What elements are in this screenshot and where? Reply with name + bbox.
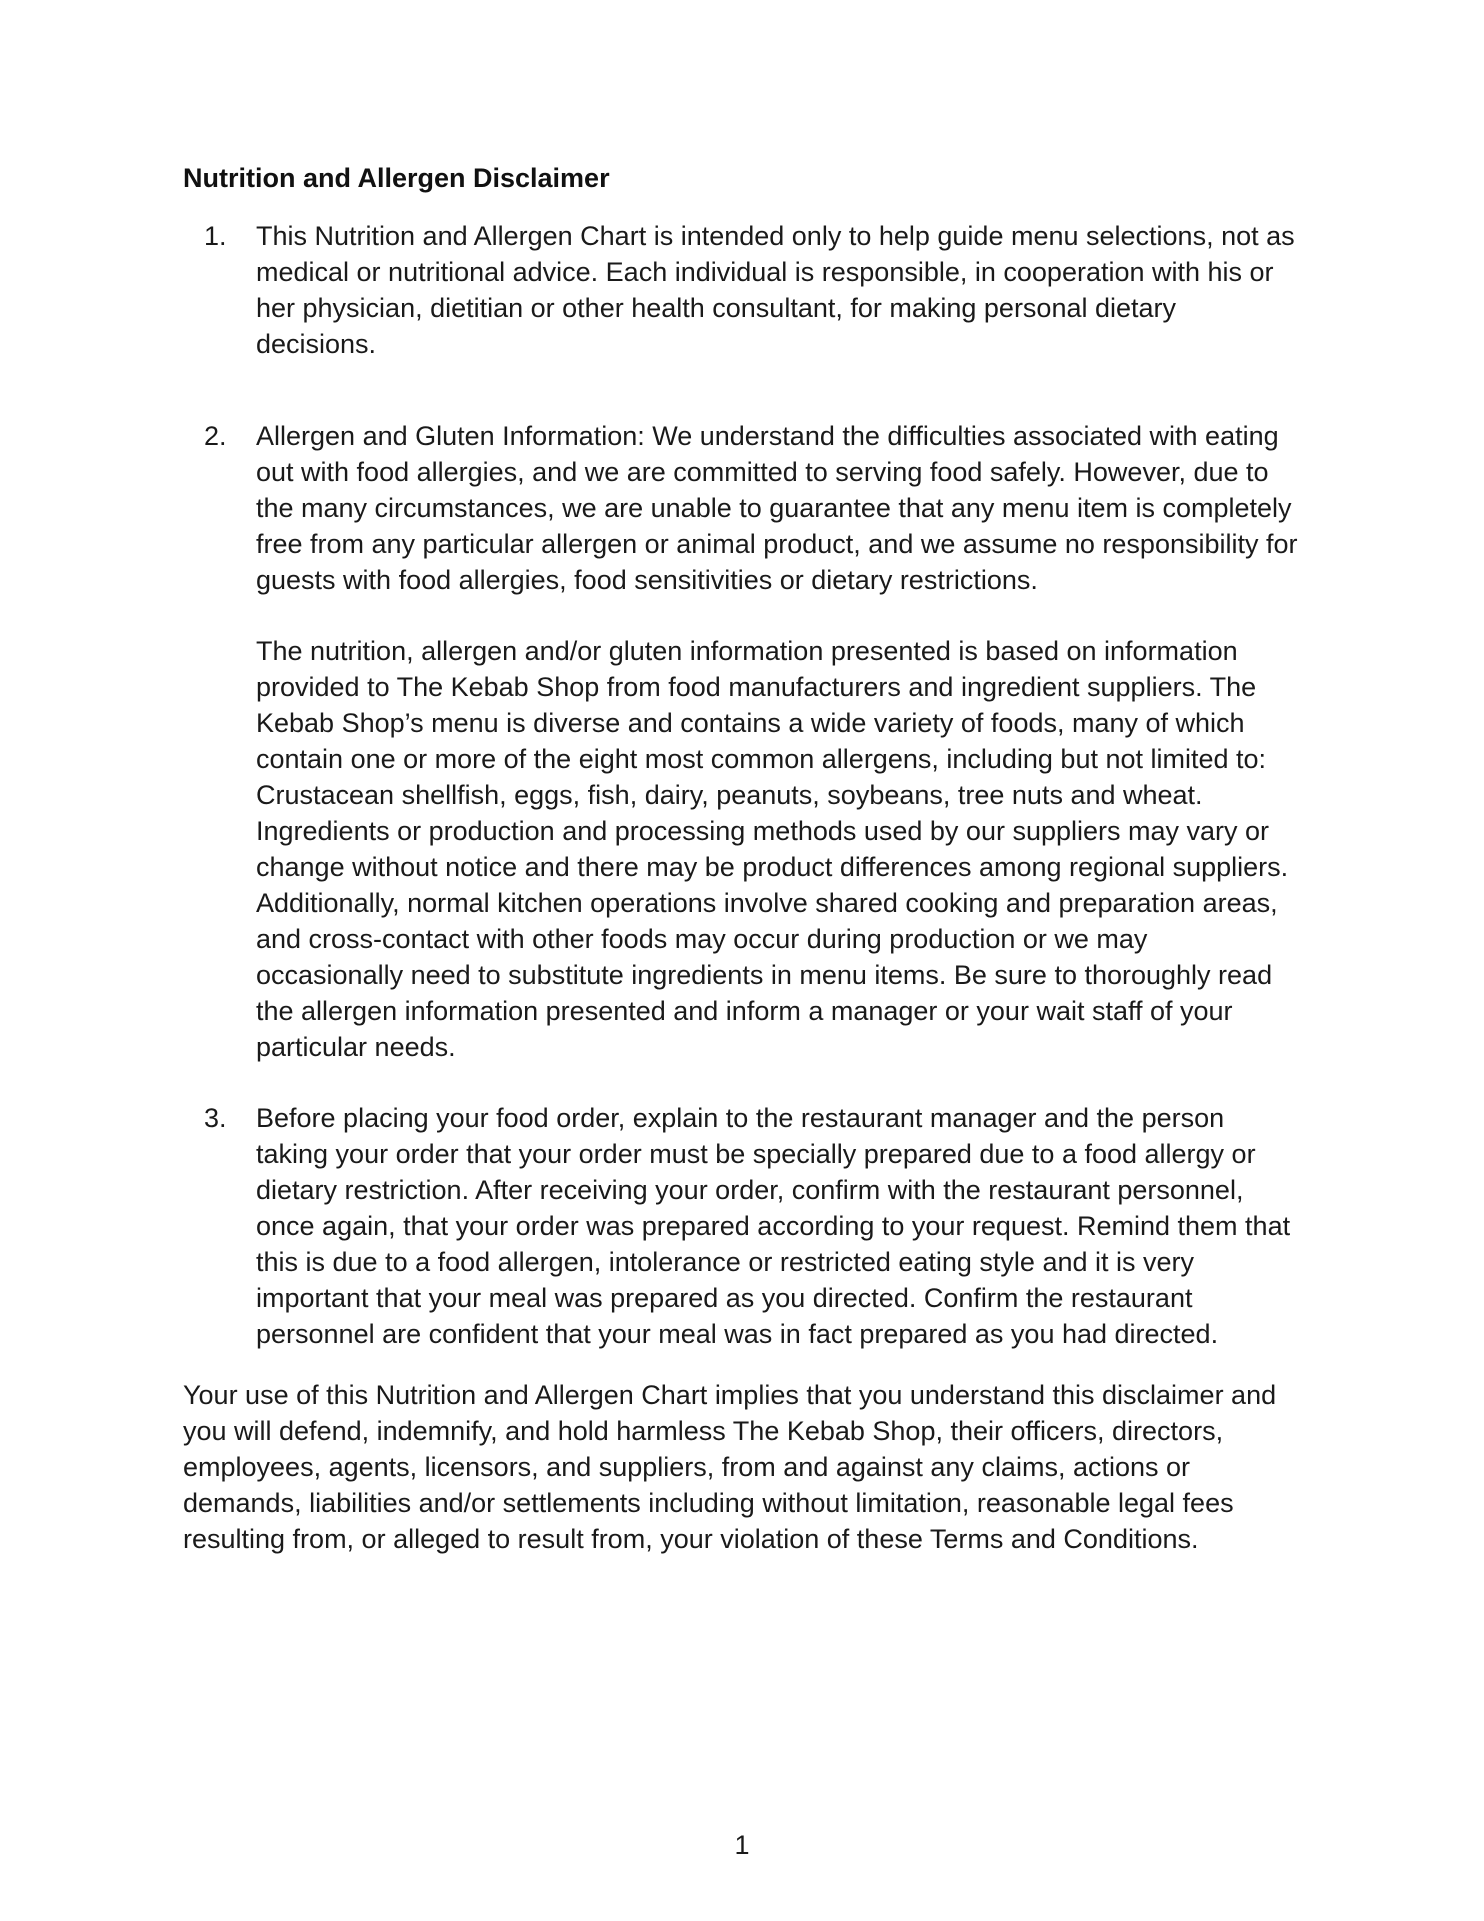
list-item-3 bbox=[183, 1100, 1301, 1352]
list-item-1-number: 1. bbox=[204, 221, 227, 251]
list-item-1-paragraph: This Nutrition and Allergen Chart is intended only to help guide menu selections, not as medical or nutritional advice. Each individual is responsible, in cooperation with his or her physician, dietitian or other health consultant, for making personal dietary decisions. bbox=[256, 221, 1295, 359]
list-item-2 bbox=[183, 418, 1301, 1065]
page-number: 1 bbox=[734, 1830, 750, 1860]
list-item-2-number: 2. bbox=[204, 421, 227, 451]
list-item-3-number: 3. bbox=[204, 1103, 227, 1133]
list-item-2-body bbox=[256, 418, 1301, 1065]
document-content bbox=[183, 160, 1301, 1557]
list-item-3-body bbox=[256, 1100, 1301, 1352]
list-item-2-paragraph-2: The nutrition, allergen and/or gluten information presented is based on information provided to The Kebab Shop from food manufacturers and ingredient suppliers. The Kebab Shop’s menu is diverse and contains a wide variety of foods, many of which contain one or more of the eight most common allergens, including but not limited to: Crustacean shellfish, eggs, fish, dairy, peanuts, soybeans, tree nuts and wheat. Ingredients or production and processing methods used by our suppliers may vary or change without notice and there may be product differences among regional suppliers. Additionally, normal kitchen operations involve shared cooking and preparation areas, and cross-contact with other foods may occur during production or we may occasionally need to substitute ingredients in menu items. Be sure to thoroughly read the allergen information presented and inform a manager or your wait staff of your particular needs. bbox=[256, 636, 1289, 1062]
list-item-3-paragraph: Before placing your food order, explain to the restaurant manager and the person taking your order that your order must be specially prepared due to a food allergy or dietary restriction. After receiving your order, confirm with the restaurant personnel, once again, that your order was prepared according to your request. Remind them that this is due to a food allergen, intolerance or restricted eating style and it is very important that your meal was prepared as you directed. Confirm the restaurant personnel are confident that your meal was in fact prepared as you had directed. bbox=[256, 1103, 1291, 1349]
list-item-1 bbox=[183, 218, 1301, 362]
list-item-2-paragraph-1: Allergen and Gluten Information: We understand the difficulties associated with eating out with food allergies, and we are committed to serving food safely. However, due to the many circumstances, we are unable to guarantee that any menu item is completely free from any particular allergen or animal product, and we assume no responsibility for guests with food allergies, food sensitivities or dietary restrictions. bbox=[256, 421, 1298, 595]
document-title: Nutrition and Allergen Disclaimer bbox=[183, 163, 610, 193]
list-item-1-body bbox=[256, 218, 1301, 362]
closing-paragraph: Your use of this Nutrition and Allergen Chart implies that you understand this disclaimer and you will defend, indemnify, and hold harmless The Kebab Shop, their officers, directors, employees, agents, licensors, and suppliers, from and against any claims, actions or demands, liabilities and/or settlements including without limitation, reasonable legal fees resulting from, or alleged to result from, your violation of these Terms and Conditions. bbox=[183, 1380, 1277, 1554]
